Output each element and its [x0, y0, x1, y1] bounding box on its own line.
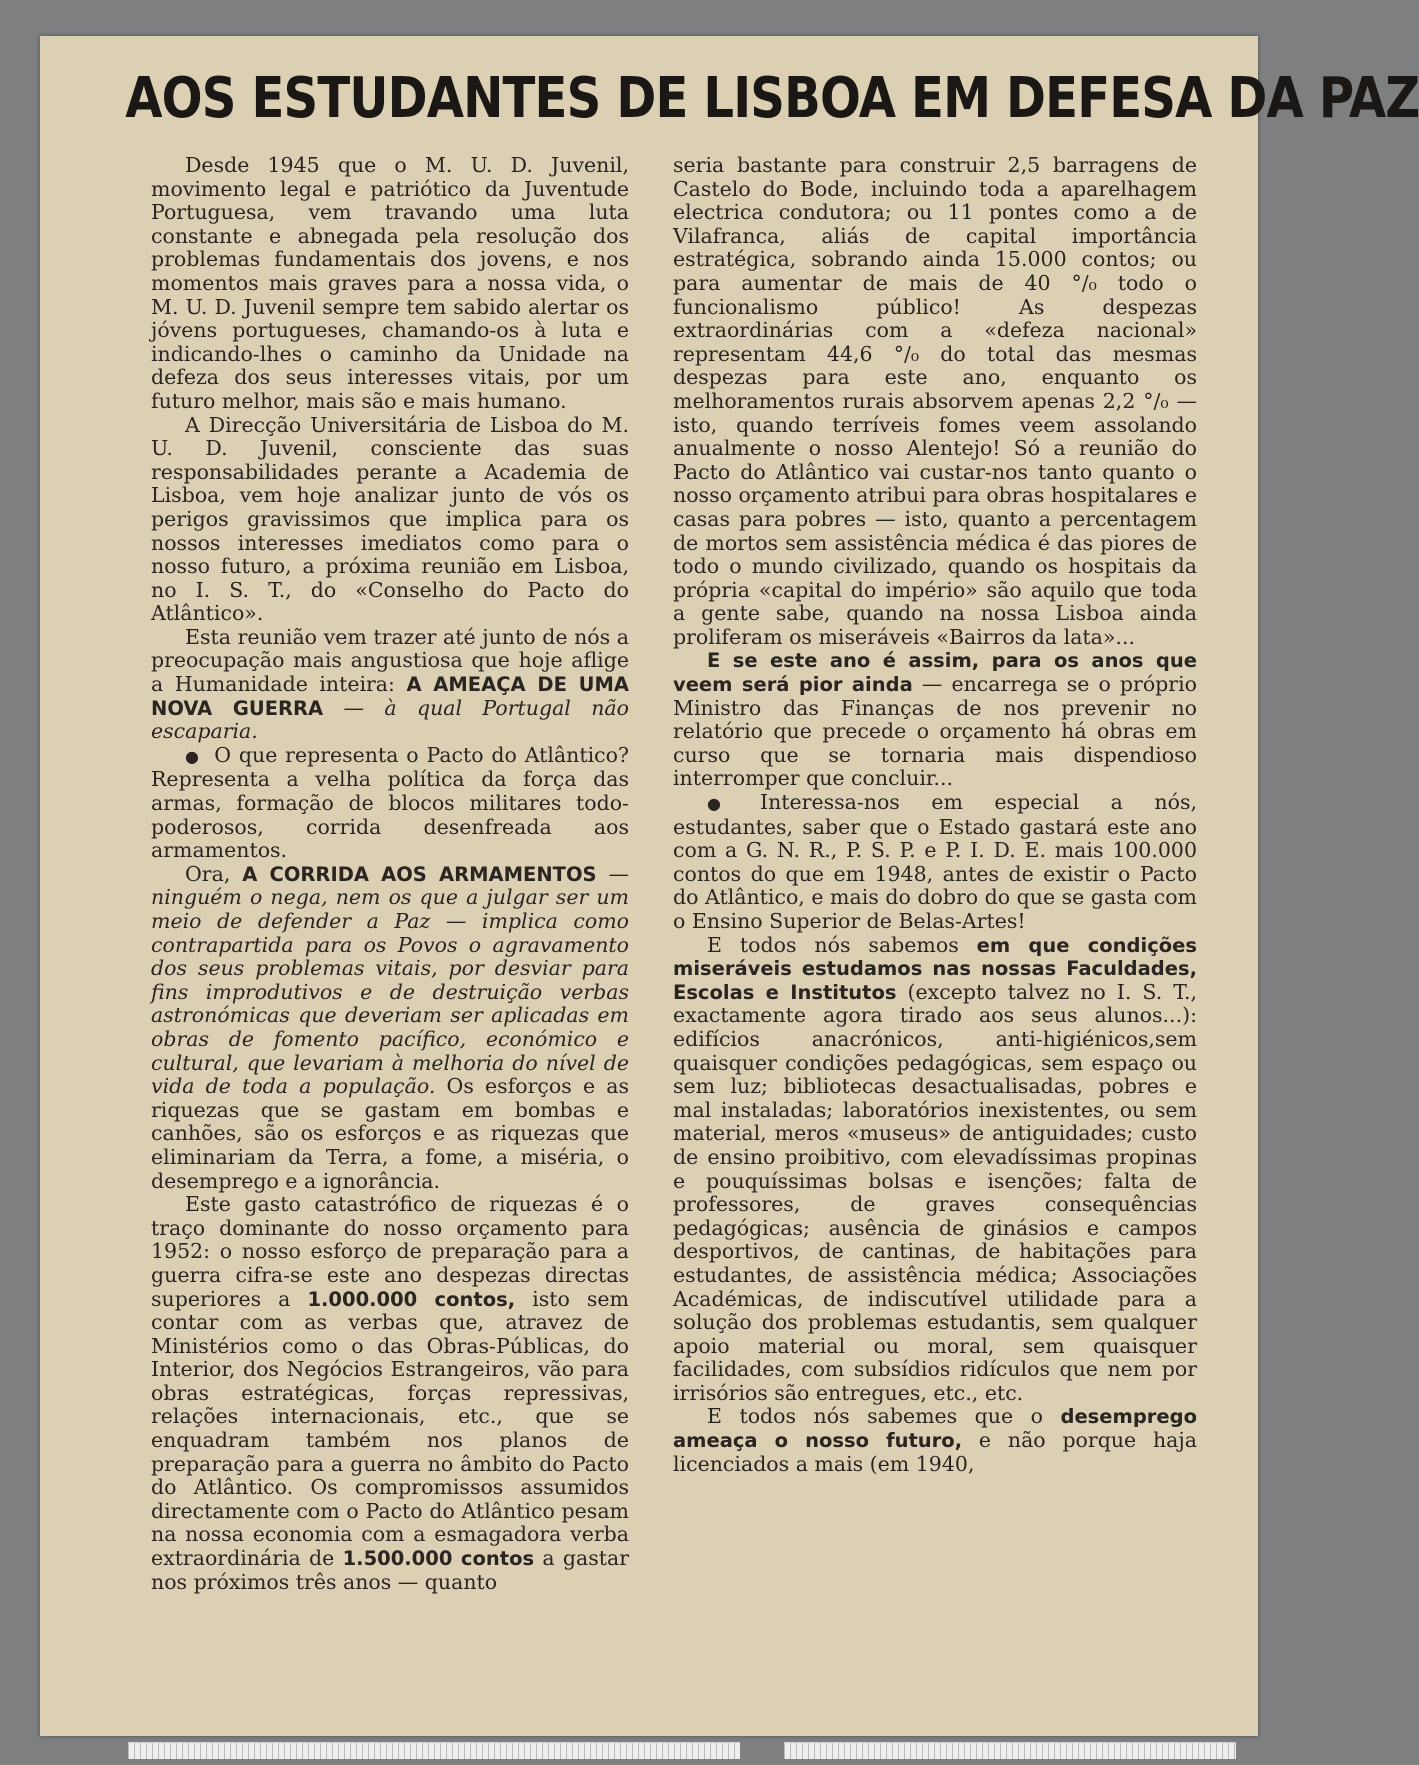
left-column — [151, 154, 629, 1594]
scan-ruler-left — [128, 1742, 740, 1759]
page-title: AOS ESTUDANTES DE LISBOA EM DEFESA DA PAZ — [125, 66, 1419, 131]
paragraph: E todos nós sabemos em que condições miseráveis estudamos nas nossas Faculdades, Escolas e Institutos (excepto talvez no I. S. T., exactamente agora tirado aos seus alunos...): edifícios anacrónicos, anti-higiénicos,sem quaisquer condições pedagógicas, sem espaço ou sem luz; bibliotecas desactualisadas, pobres e mal instaladas; laboratórios inexistentes, ou sem material, meros «museus» de antiguidades; custo de ensino proibitivo, com elevadíssimas propinas e pouquíssimas bolsas e isenções; falta de professores, de graves consequências pedagógicas; ausência de ginásios e campos desportivos, de cantinas, de habitações para estudantes, de assistência médica; Associações Académicas, de indiscutível utilidade para a solução dos problemas estudantis, sem qualquer apoio material ou moral, sem quaisquer facilidades, com subsídios ridículos que nem por irrisórios são entregues, etc., etc. — [673, 932, 1197, 1405]
bold-phrase: desemprego ameaça o nosso futuro, — [673, 1405, 1197, 1453]
paragraph: Este gasto catastrófico de riquezas é o traço dominante do nosso orçamento para 1952: o nosso esforço de preparação para a guerra cifra-se este ano despezas directas superiores a 1.000.000 contos, isto sem contar com as verbas que, atravez de Ministérios como o das Obras-Públicas, do Interior, dos Negócios Estrangeiros, vão para obras estratégicas, forças repressivas, relações internacionais, etc., que se enquadram também nos planos de preparação para a guerra no âmbito do Pacto do Atlântico. Os compromissos assumidos directamente com o Pacto do Atlântico pesam na nossa economia com a esmagadora verba extraordinária de 1.500.000 contos a gastar nos próximos três anos — quanto — [151, 1192, 629, 1594]
bold-figure: 1.500.000 contos — [342, 1547, 535, 1571]
paragraph: Ora, A CORRIDA AOS ARMAMENTOS — ninguém o nega, nem os que a julgar ser um meio de defender a Paz — implica como contrapartida para os Povos o agravamento dos seus problemas vitais, por desviar para fins improdutivos e de destruição verbas astronómicas que deveriam ser aplicadas em obras de fomento pacífico, económico e cultural, que levariam à melhoria do nível de vida de toda a população. Os esforços e as riquezas que se gastam em bombas e canhões, são os esforços e as riquezas que eliminariam da Terra, a fome, a miséria, o desemprego e a ignorância. — [151, 861, 629, 1193]
paragraph: E se este ano é assim, para os anos que veem será pior ainda — encarrega se o próprio Ministro das Finanças de nos prevenir no relatório que precede o orçamento há obras em curso que se tornaria mais dispendioso interromper que concluir... — [673, 649, 1197, 791]
bold-phrase: A AMEAÇA DE UMA NOVA GUERRA — [151, 673, 629, 720]
paragraph: A Direcção Universitária de Lisboa do M. U. D. Juvenil, consciente das suas responsabilidades perante a Academia de Lisboa, vem hoje analizar junto de vós os perigos gravissimos que implica para os nossos interesses imediatos como para o nosso futuro, a próxima reunião em Lisboa, no I. S. T., do «Conselho do Pacto do Atlântico». — [151, 412, 629, 626]
scan-ruler-right — [784, 1742, 1236, 1759]
flyer-page — [40, 36, 1419, 1736]
right-column — [673, 154, 1197, 1476]
paragraph: Desde 1945 que o M. U. D. Juvenil, movimento legal e patriótico da Juventude Portuguesa, vem travando uma luta constante e abnegada pela resolução dos problemas fundamentais dos jovens, e nos momentos mais graves para a nossa vida, o M. U. D. Juvenil sempre tem sabido alertar os jóvens portugueses, chamando-os à luta e indicando-lhes o caminho da Unidade na defeza dos seus interesses vitais, por um futuro melhor, mais são e mais humano. — [151, 153, 629, 413]
bold-phrase: E se este ano é assim, para os anos que veem será pior ainda — [673, 649, 1197, 697]
bold-phrase: em que condições miseráveis estudamos nas nossas Faculdades, Escolas e Institutos — [673, 933, 1197, 1004]
paragraph: seria bastante para construir 2,5 barragens de Castelo do Bode, incluindo toda a aparelhagem electrica condutora; ou 11 pontes como a de Vilafranca, aliás de capital importância estratégica, sobrando ainda 15.000 contos; ou para aumentar de mais de 40 °/₀ todo o funcionalismo público! As despezas extraordinárias com a «defeza nacional» representam 44,6 °/₀ do total das mesmas despezas para este ano, enquanto os melhoramentos rurais absorvem apenas 2,2 °/₀ — isto, quando terríveis fomes veem assolando anualmente o nosso Alentejo! Só a reunião do Pacto do Atlântico vai custar-nos tanto quanto o nosso orçamento atribui para obras hospitalares e casas para pobres — isto, quanto a percentagem de mortos sem assistência médica é das piores de todo o mundo civilizado, quando os hospitais da própria «capital do império» são aquilo que toda a gente sabe, quando na nossa Lisboa ainda proliferam os miseráveis «Bairros da lata»... — [673, 153, 1197, 649]
bullet-paragraph: ● Interessa-nos em especial a nós, estudantes, saber que o Estado gastará este ano com a G. N. R., P. S. P. e P. I. D. E. mais 100.000 contos do que em 1948, antes de existir o Pacto do Atlântico, e mais do dobro do que se gasta com o Ensino Superior de Belas-Artes! — [673, 791, 1197, 934]
bullet-paragraph: ● O que representa o Pacto do Atlântico? Representa a velha política da força das armas, formação de blocos militares todo-poderosos, corrida desenfreada aos armamentos. — [151, 744, 629, 863]
paragraph: E todos nós sabemes que o desemprego ameaça o nosso futuro, e não porque haja licenciados a mais (em 1940, — [673, 1404, 1197, 1476]
paragraph: Esta reunião vem trazer até junto de nós a preocupação mais angustiosa que hoje aflige a Humanidade inteira: A AMEAÇA DE UMA NOVA GUERRA — à qual Portugal não escaparia. — [151, 624, 629, 744]
bold-phrase: A CORRIDA AOS ARMAMENTOS — [242, 862, 597, 886]
bold-figure: 1.000.000 contos, — [307, 1287, 516, 1311]
